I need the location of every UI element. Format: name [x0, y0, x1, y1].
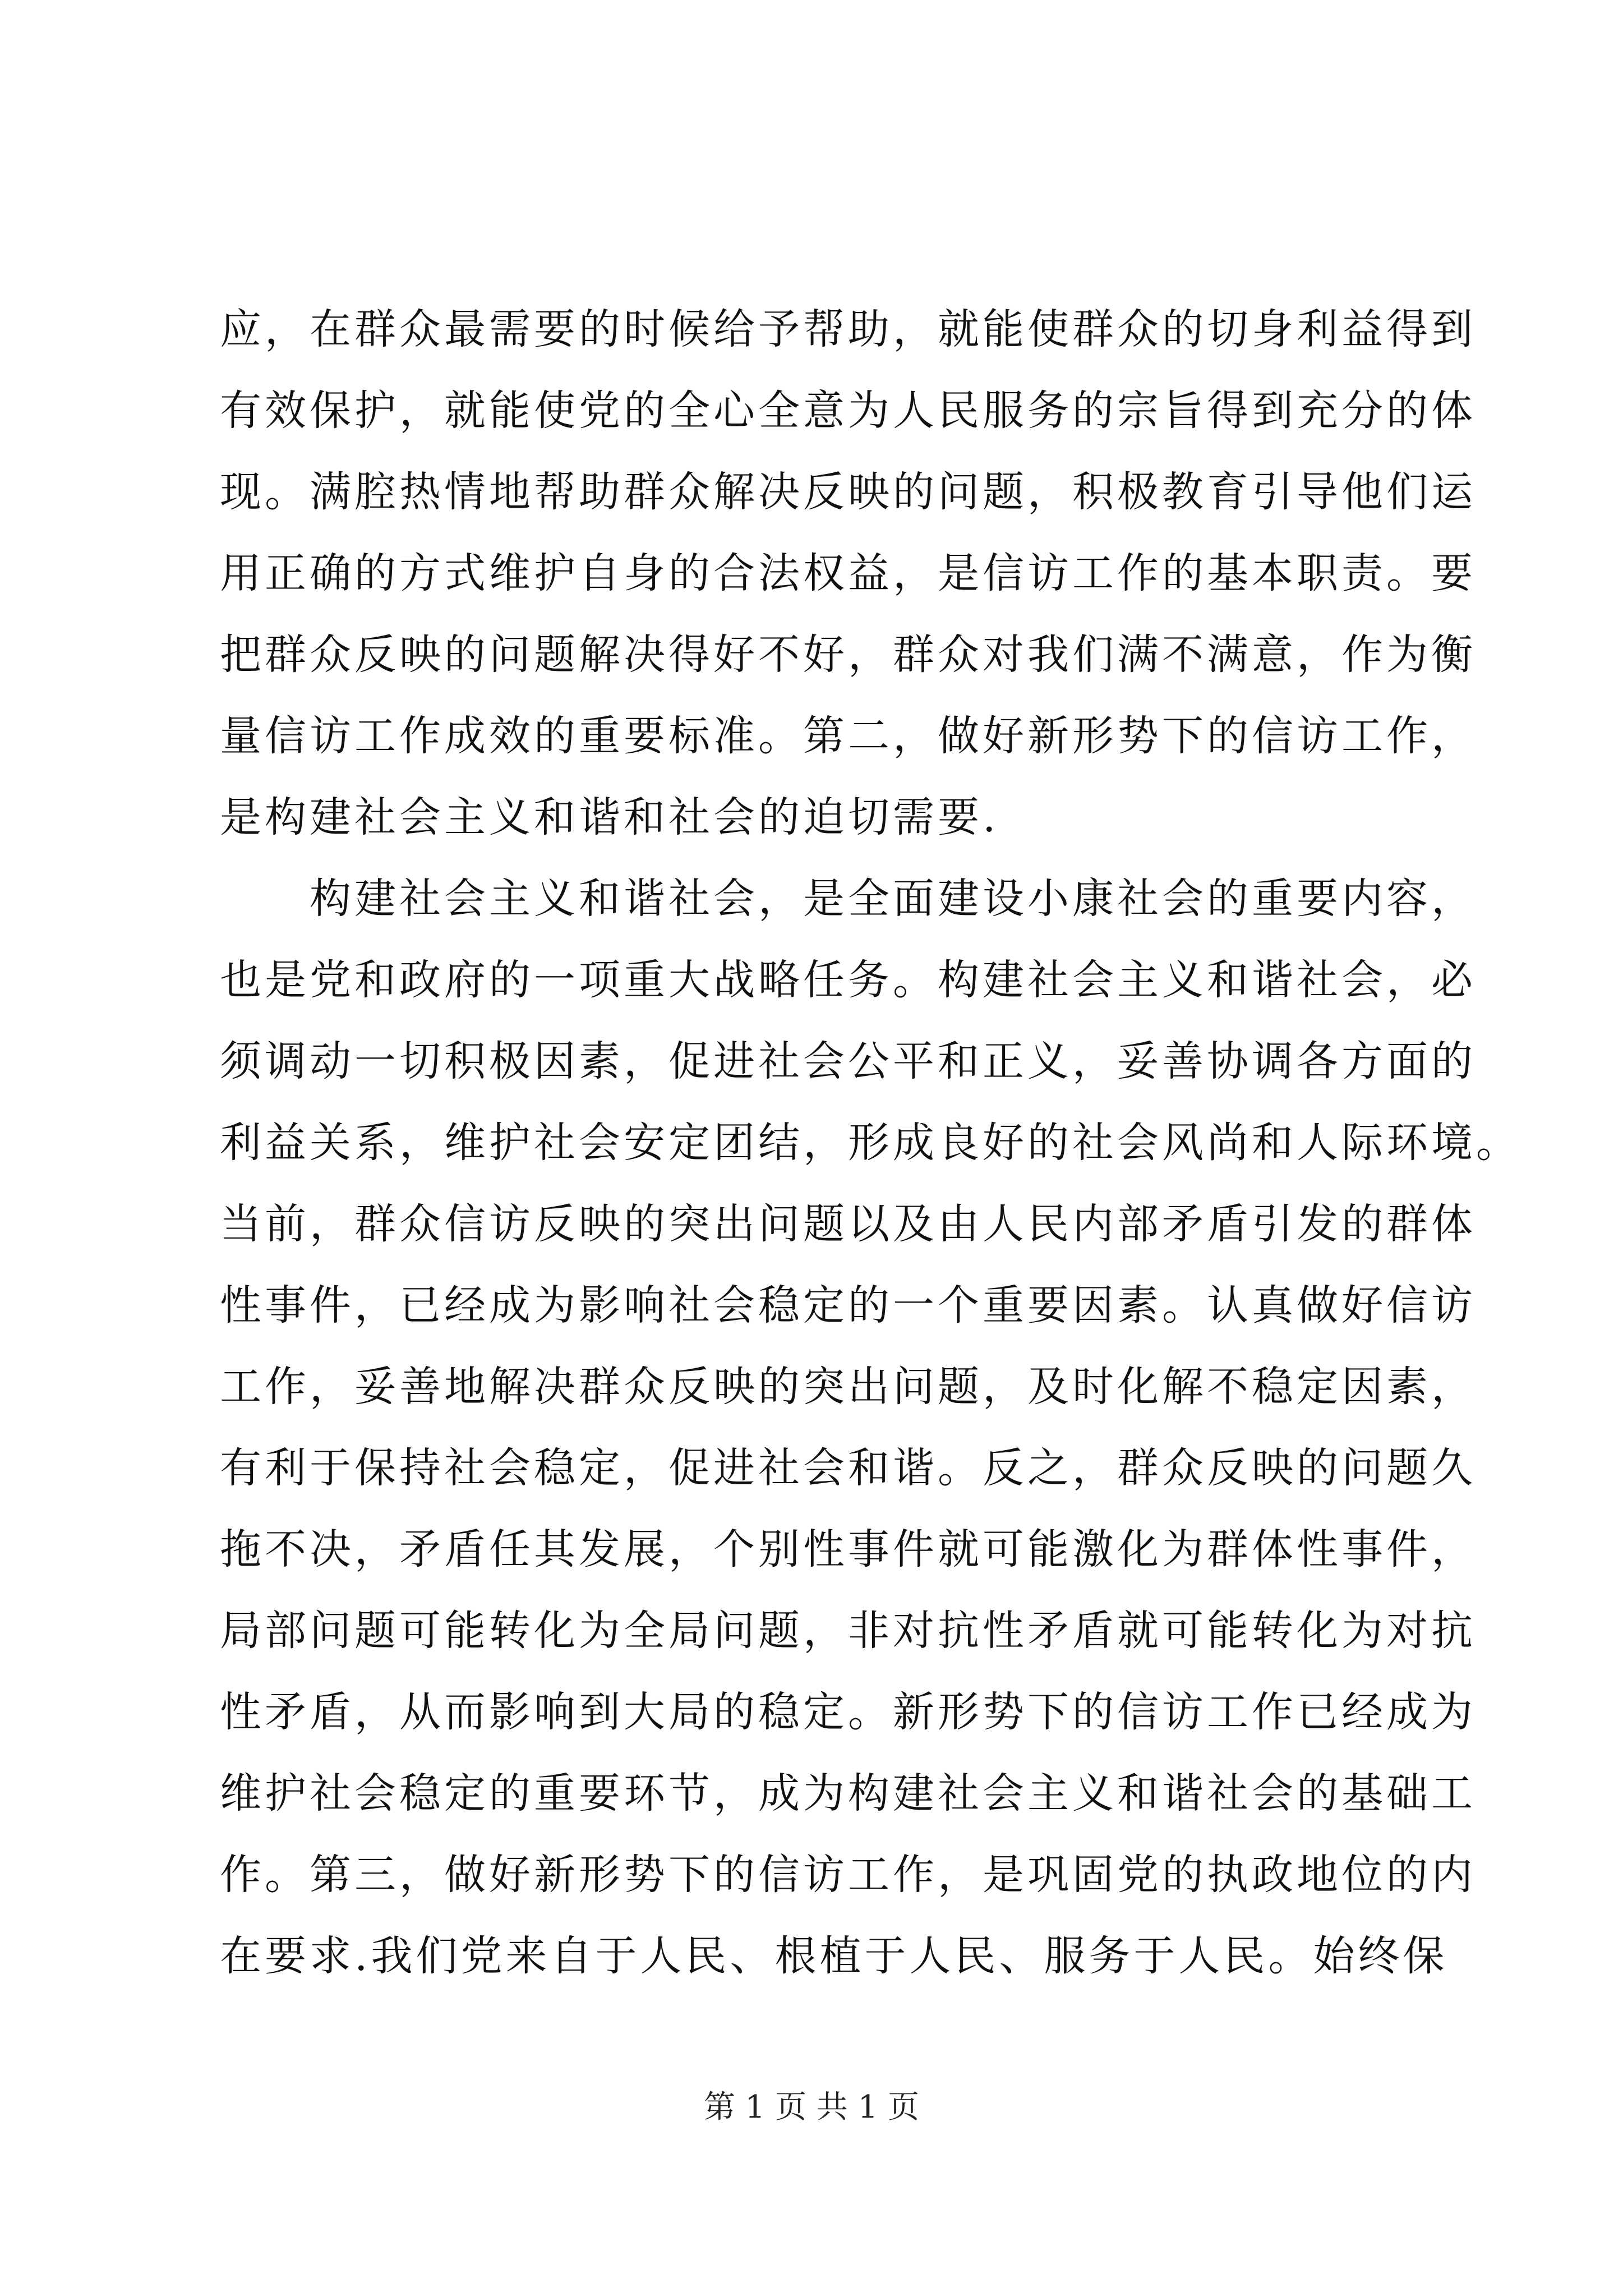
page-number-footer: 第 1 页 共 1 页 — [703, 2089, 920, 2125]
text-line-6: 量信访工作成效的重要标准。第二，做好新形势下的信访工作， — [220, 712, 1476, 760]
text-line-8: 构建社会主义和谐社会，是全面建设小康社会的重要内容， — [310, 875, 1476, 923]
text-line-19: 维护社会稳定的重要环节，成为构建社会主义和谐社会的基础工 — [220, 1769, 1476, 1818]
text-line-20: 作。第三，做好新形势下的信访工作，是巩固党的执政地位的内 — [220, 1851, 1476, 1899]
text-line-17: 局部问题可能转化为全局问题，非对抗性矛盾就可能转化为对抗 — [220, 1607, 1476, 1655]
text-line-5: 把群众反映的问题解决得好不好，群众对我们满不满意，作为衡 — [220, 631, 1476, 679]
text-line-18: 性矛盾，从而影响到大局的稳定。新形势下的信访工作已经成为 — [220, 1688, 1476, 1736]
text-line-1: 应，在群众最需要的时候给予帮助，就能使群众的切身利益得到 — [220, 305, 1476, 353]
text-line-11: 利益关系，维护社会安定团结，形成良好的社会风尚和人际环境。 — [220, 1119, 1521, 1167]
text-line-10: 须调动一切积极因素，促进社会公平和正义，妥善协调各方面的 — [220, 1037, 1476, 1085]
text-line-14: 工作，妥善地解决群众反映的突出问题，及时化解不稳定因素， — [220, 1363, 1476, 1411]
text-line-7: 是构建社会主义和谐和社会的迫切需要. — [220, 793, 999, 841]
text-line-16: 拖不决，矛盾任其发展，个别性事件就可能激化为群体性事件， — [220, 1525, 1476, 1573]
text-line-2: 有效保护，就能使党的全心全意为人民服务的宗旨得到充分的体 — [220, 386, 1476, 435]
text-line-21: 在要求.我们党来自于人民、根植于人民、服务于人民。始终保 — [220, 1932, 1448, 1980]
text-line-13: 性事件，已经成为影响社会稳定的一个重要因素。认真做好信访 — [220, 1281, 1476, 1329]
text-line-9: 也是党和政府的一项重大战略任务。构建社会主义和谐社会，必 — [220, 956, 1476, 1004]
text-line-12: 当前，群众信访反映的突出问题以及由人民内部矛盾引发的群体 — [220, 1200, 1476, 1248]
text-line-15: 有利于保持社会稳定，促进社会和谐。反之，群众反映的问题久 — [220, 1444, 1476, 1492]
text-line-3: 现。满腔热情地帮助群众解决反映的问题，积极教育引导他们运 — [220, 468, 1476, 516]
text-line-4: 用正确的方式维护自身的合法权益，是信访工作的基本职责。要 — [220, 549, 1476, 597]
